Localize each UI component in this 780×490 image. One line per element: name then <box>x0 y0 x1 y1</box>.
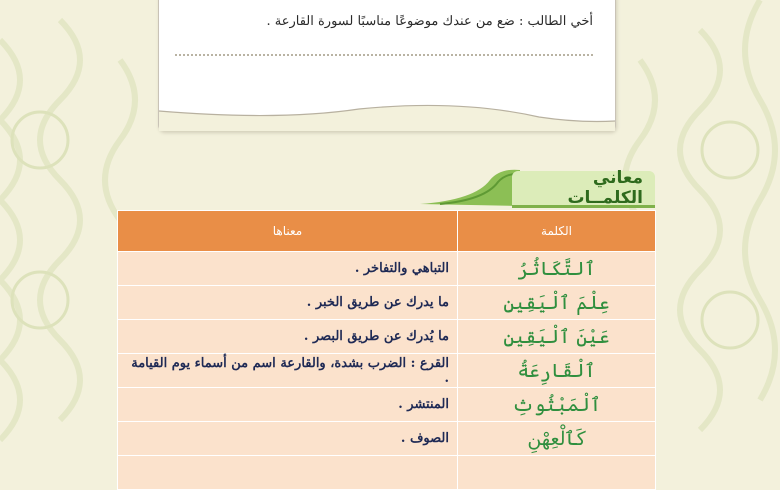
table-row <box>118 354 656 388</box>
table-row <box>118 456 656 490</box>
meaning-cell: ما يُدرك عن طريق البصر . <box>118 320 458 354</box>
table-row <box>118 388 656 422</box>
table-row <box>118 320 656 354</box>
table-row <box>118 286 656 320</box>
column-header-word: الكلمة <box>458 211 656 252</box>
word-cell: عِلْمَ ٱلْيَقِينِ <box>458 286 656 320</box>
meaning-cell: الصوف . <box>118 422 458 456</box>
word-cell <box>458 456 656 490</box>
section-title: معاني الكلمــات <box>567 168 643 208</box>
word-cell: ٱلْقَارِعَةُ <box>458 354 656 388</box>
answer-dotted-line <box>175 54 593 56</box>
student-note-card <box>158 0 616 131</box>
vocabulary-table <box>117 210 656 490</box>
meaning-cell <box>118 456 458 490</box>
meaning-cell: التباهي والتفاخر . <box>118 252 458 286</box>
table-header-row <box>118 211 656 252</box>
word-meanings-header <box>512 168 655 208</box>
word-cell: ٱلْمَبْثُوثِ <box>458 388 656 422</box>
word-cell: كَٱلْعِهْنِ <box>458 422 656 456</box>
meaning-cell: القرع : الضرب بشدة، والقارعة اسم من أسماء يوم القيامة . <box>118 354 458 388</box>
column-header-meaning: معناها <box>118 211 458 252</box>
meaning-cell: ما يدرك عن طريق الخبر . <box>118 286 458 320</box>
torn-paper-edge <box>159 91 615 131</box>
note-prompt: أخي الطالب : ضع من عندك موضوعًا مناسبًا لسورة القارعة . <box>266 14 593 29</box>
meaning-cell: المنتشر . <box>118 388 458 422</box>
word-cell: عَيْنَ ٱلْيَقِينِ <box>458 320 656 354</box>
table-row <box>118 422 656 456</box>
word-cell: ٱلتَّكَاثُرُ <box>458 252 656 286</box>
table-row <box>118 252 656 286</box>
header-green-swoosh <box>420 166 520 206</box>
